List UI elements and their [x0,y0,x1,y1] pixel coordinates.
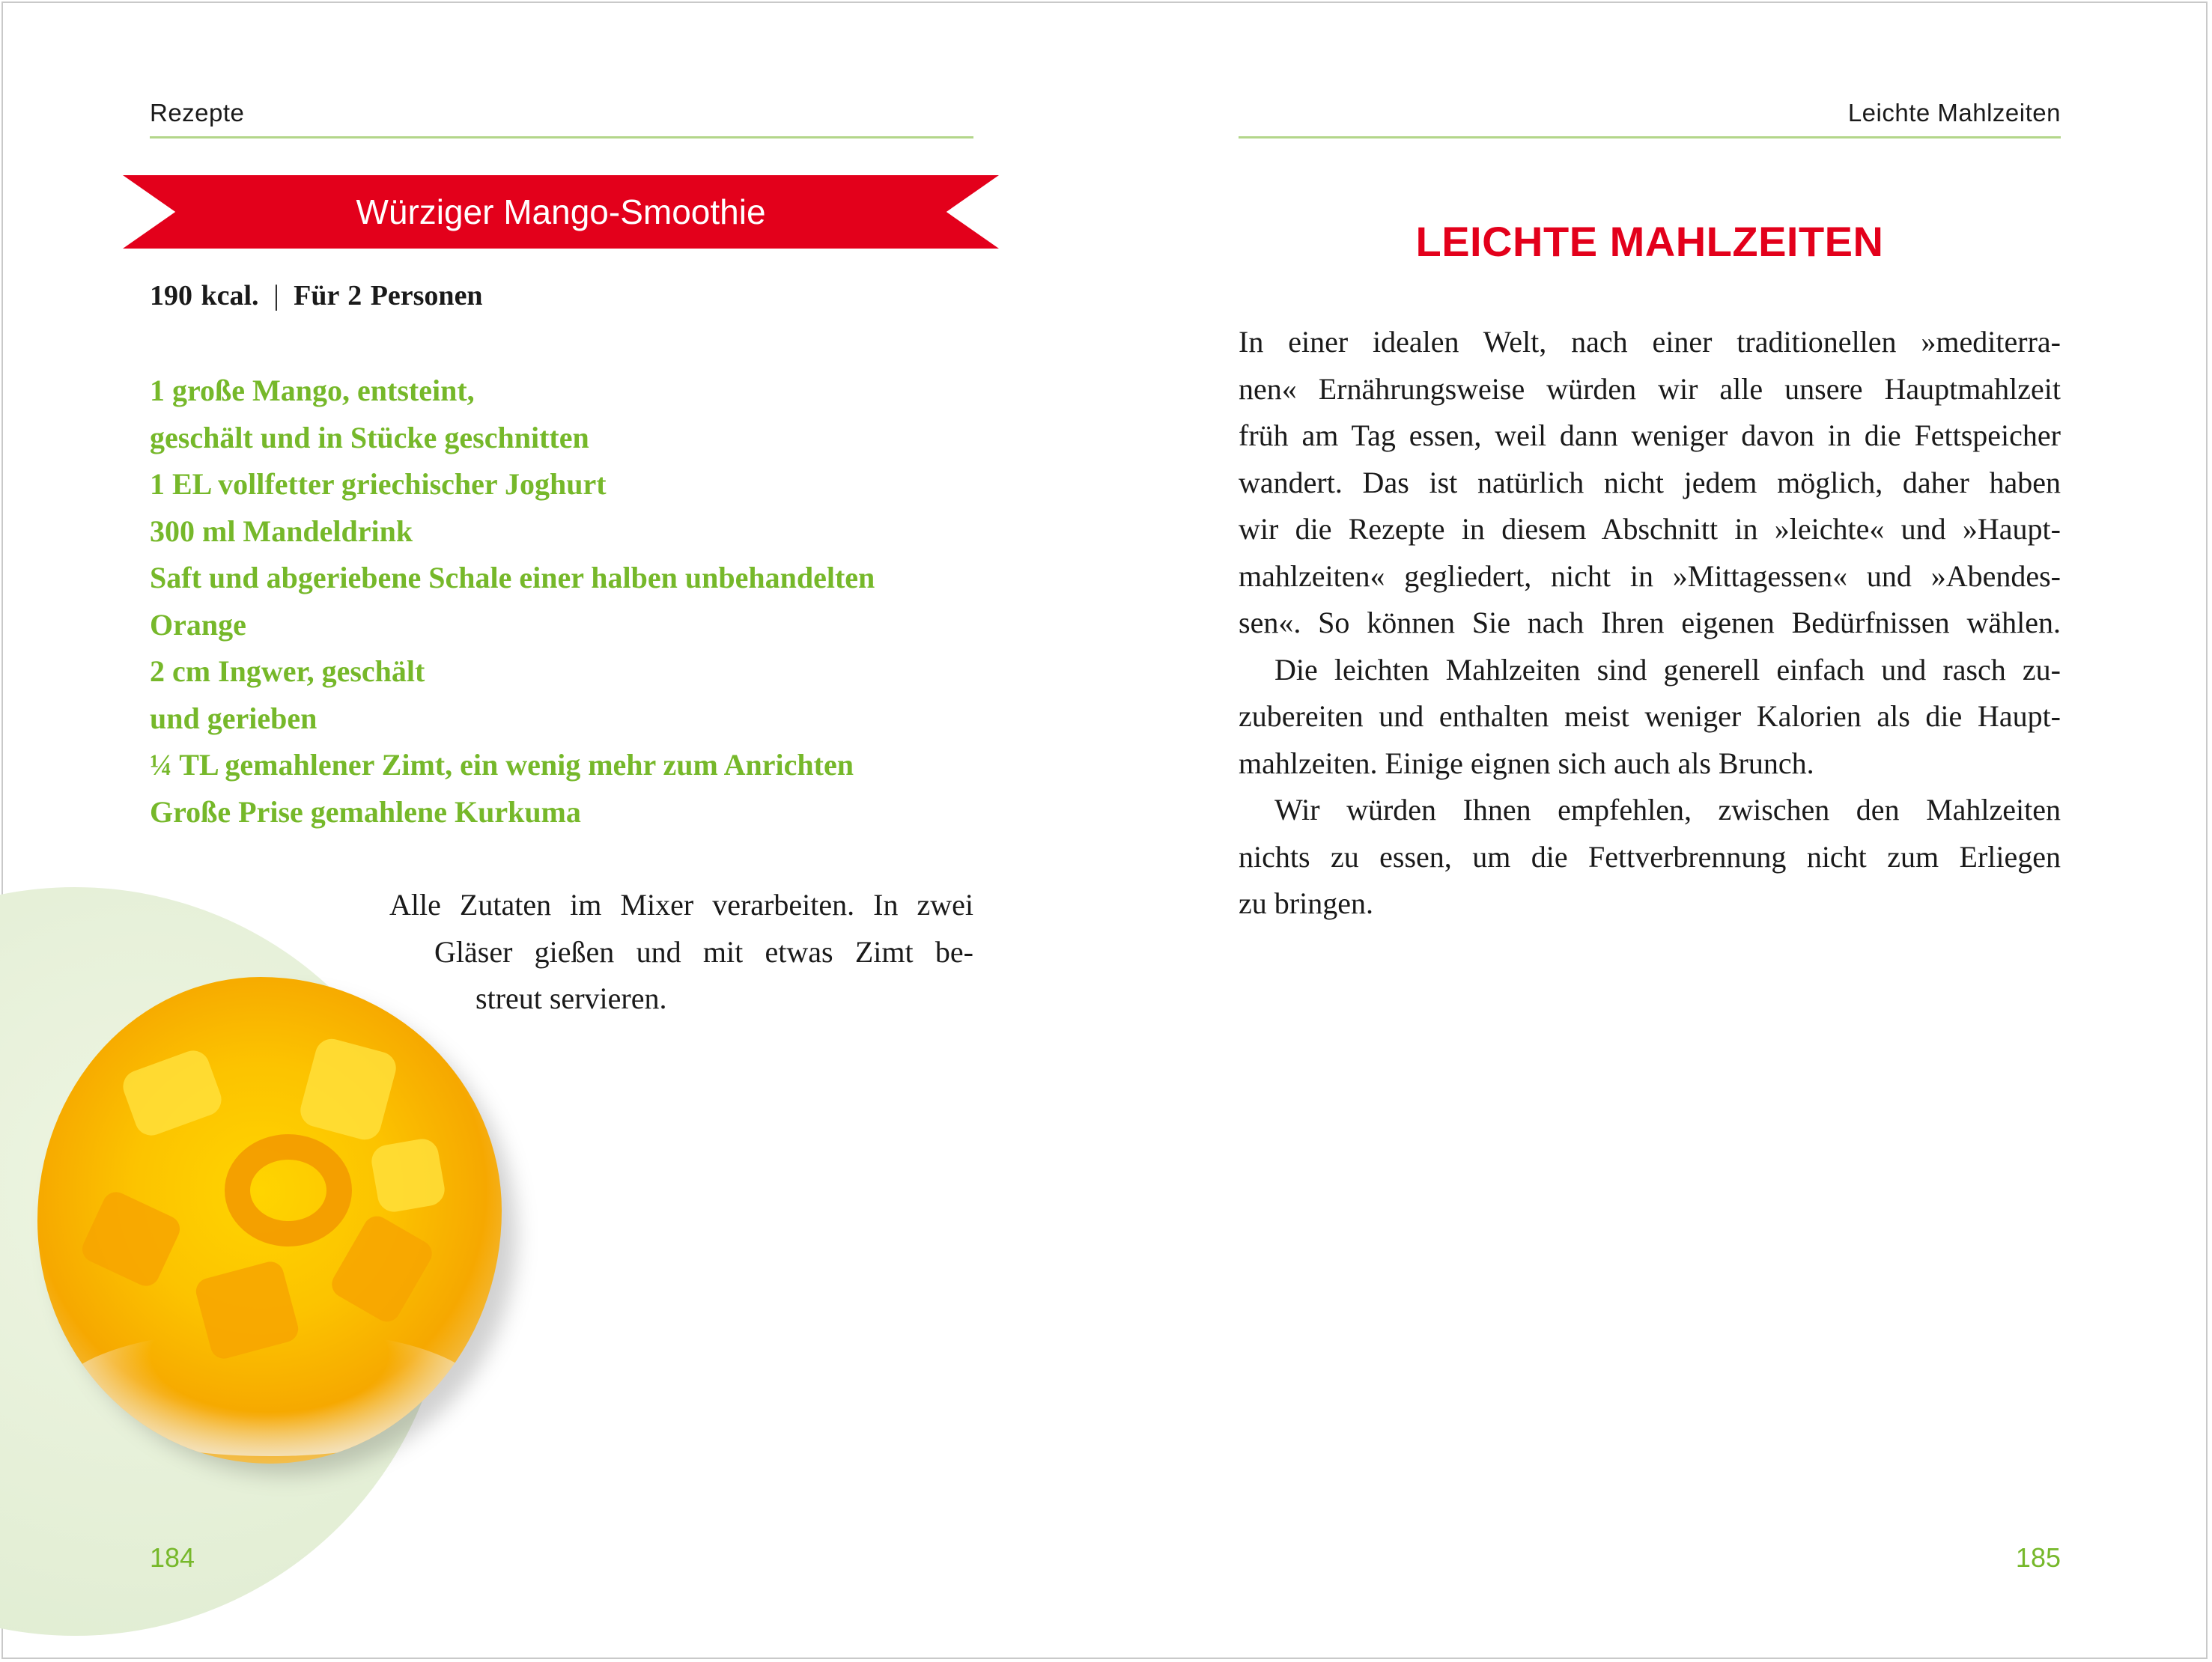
recipe-instructions [382,882,973,1023]
body-text [1239,319,2061,928]
body-line: mahlzeiten« gegliedert, nicht in »Mittagessen« und »Abendes- [1239,558,2061,593]
ingredient-line: 300 ml Mandeldrink [150,514,413,548]
body-line: zu bringen. [1239,886,1373,920]
recipe-meta [150,279,483,312]
recipe-title: Würziger Mango-Smoothie [356,192,766,231]
instruction-line: Gläser gießen und mit etwas Zimt be- [434,934,973,969]
page-number-left: 184 [150,1542,195,1573]
body-line: nichts zu essen, um die Fettverbrennung nicht zum Erliegen [1239,839,2061,874]
header-rule-left [150,136,973,138]
section-title: LEICHTE MAHLZEITEN [1415,218,1884,265]
calories: 190 kcal. [150,280,259,311]
meta-separator: | [273,280,279,311]
instruction-line: streut servieren. [475,981,667,1015]
ingredient-line: 2 cm Ingwer, geschält [150,654,425,688]
ingredient-line: 1 EL vollfetter griechischer Joghurt [150,467,607,501]
ingredient-line: 1 große Mango, entsteint, [150,374,475,407]
ingredient-line: geschält und in Stücke geschnitten [150,420,589,454]
ingredient-line: Große Prise gemahlene Kurkuma [150,794,581,829]
ingredient-line: und gerieben [150,701,317,735]
running-head-left: Rezepte [150,99,245,127]
ingredient-list [150,368,981,835]
body-line: nen« Ernährungsweise würden wir alle unsere Hauptmahlzeit [1239,371,2061,406]
ingredient-line: Orange [150,607,246,642]
body-line: In einer idealen Welt, nach einer traditionellen »mediterra- [1239,325,2061,359]
body-line: zubereiten und enthalten meist weniger Kalorien als die Haupt- [1239,699,2061,733]
body-line: wandert. Das ist natürlich nicht jedem möglich, daher haben [1239,465,2061,499]
page-number-right: 185 [2015,1542,2061,1573]
instruction-line: Alle Zutaten im Mixer verarbeiten. In zwei [389,888,973,922]
ingredient-line: Saft und abgeriebene Schale einer halben unbehandelten [150,561,875,594]
body-line: Wir würden Ihnen empfehlen, zwischen den Mahlzeiten [1274,793,2061,827]
header-rule-right [1239,136,2061,138]
body-line: Die leichten Mahlzeiten sind generell einfach und rasch zu- [1274,652,2061,687]
servings: Für 2 Personen [294,280,483,311]
body-line: wir die Rezepte in diesem Abschnitt in »leichte« und »Haupt- [1239,512,2061,546]
smoothie-glass-image [37,977,502,1464]
running-head-right: Leichte Mahlzeiten [1847,99,2061,127]
body-line: mahlzeiten. Einige eignen sich auch als Brunch. [1239,746,1814,780]
body-line: früh am Tag essen, weil dann weniger davon in die Fettspeicher [1239,418,2061,452]
body-line: sen«. So können Sie nach Ihren eigenen Bedürfnissen wählen. [1239,606,2061,639]
ingredient-line: ¼ TL gemahlener Zimt, ein wenig mehr zum Anrichten [150,748,854,782]
